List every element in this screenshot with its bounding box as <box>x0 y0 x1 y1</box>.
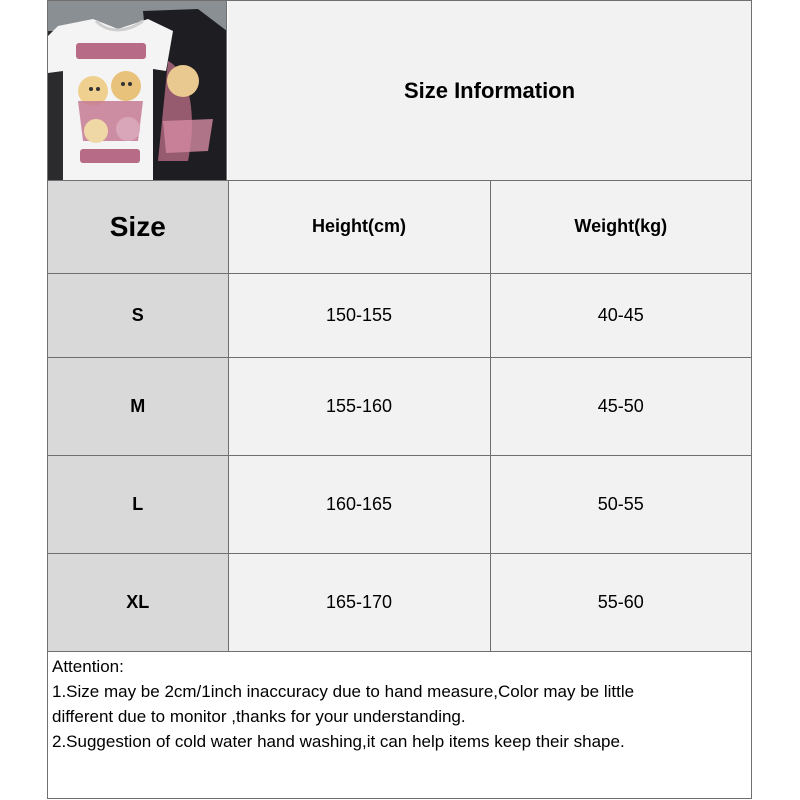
size-value: S <box>131 304 144 325</box>
height-value: 150-155 <box>325 304 393 325</box>
notes-heading: Attention: <box>52 657 124 676</box>
height-value: 160-165 <box>325 493 393 514</box>
page-title: Size Information <box>403 77 576 103</box>
weight-value: 50-55 <box>597 493 644 514</box>
tshirt-photo-illustration <box>48 1 227 180</box>
notes-line: different due to monitor ,thanks for your understanding. <box>52 707 466 726</box>
size-table <box>48 181 751 652</box>
header-size-cell <box>48 181 228 273</box>
table-row <box>48 553 751 651</box>
weight-cell <box>490 455 751 553</box>
attention-notes <box>52 654 747 754</box>
product-photo <box>48 1 227 180</box>
header-height: Height(cm) <box>312 216 406 237</box>
header-weight-cell <box>490 181 751 273</box>
title-cell <box>228 1 751 180</box>
size-value: M <box>130 395 146 416</box>
chart-header <box>48 1 751 181</box>
header-height-cell <box>228 181 490 273</box>
weight-value: 40-45 <box>597 304 644 325</box>
table-row <box>48 357 751 455</box>
weight-value: 55-60 <box>597 591 644 612</box>
weight-cell <box>490 273 751 357</box>
weight-value: 45-50 <box>597 395 644 416</box>
size-cell <box>48 357 228 455</box>
size-value: L <box>132 493 144 514</box>
size-cell <box>48 553 228 651</box>
notes-line: 2.Suggestion of cold water hand washing,it can help items keep their shape. <box>52 732 625 751</box>
header-size: Size <box>109 210 166 242</box>
height-value: 165-170 <box>325 591 393 612</box>
size-cell <box>48 455 228 553</box>
size-cell <box>48 273 228 357</box>
height-cell <box>228 357 490 455</box>
notes-line: 1.Size may be 2cm/1inch inaccuracy due to hand measure,Color may be little <box>52 682 635 701</box>
weight-cell <box>490 357 751 455</box>
table-header-row <box>48 181 751 273</box>
height-cell <box>228 553 490 651</box>
height-cell <box>228 273 490 357</box>
table-row <box>48 455 751 553</box>
size-chart-sheet <box>47 0 752 799</box>
table-row <box>48 273 751 357</box>
height-value: 155-160 <box>325 395 393 416</box>
weight-cell <box>490 553 751 651</box>
height-cell <box>228 455 490 553</box>
header-weight: Weight(kg) <box>574 216 668 237</box>
size-value: XL <box>126 591 150 612</box>
